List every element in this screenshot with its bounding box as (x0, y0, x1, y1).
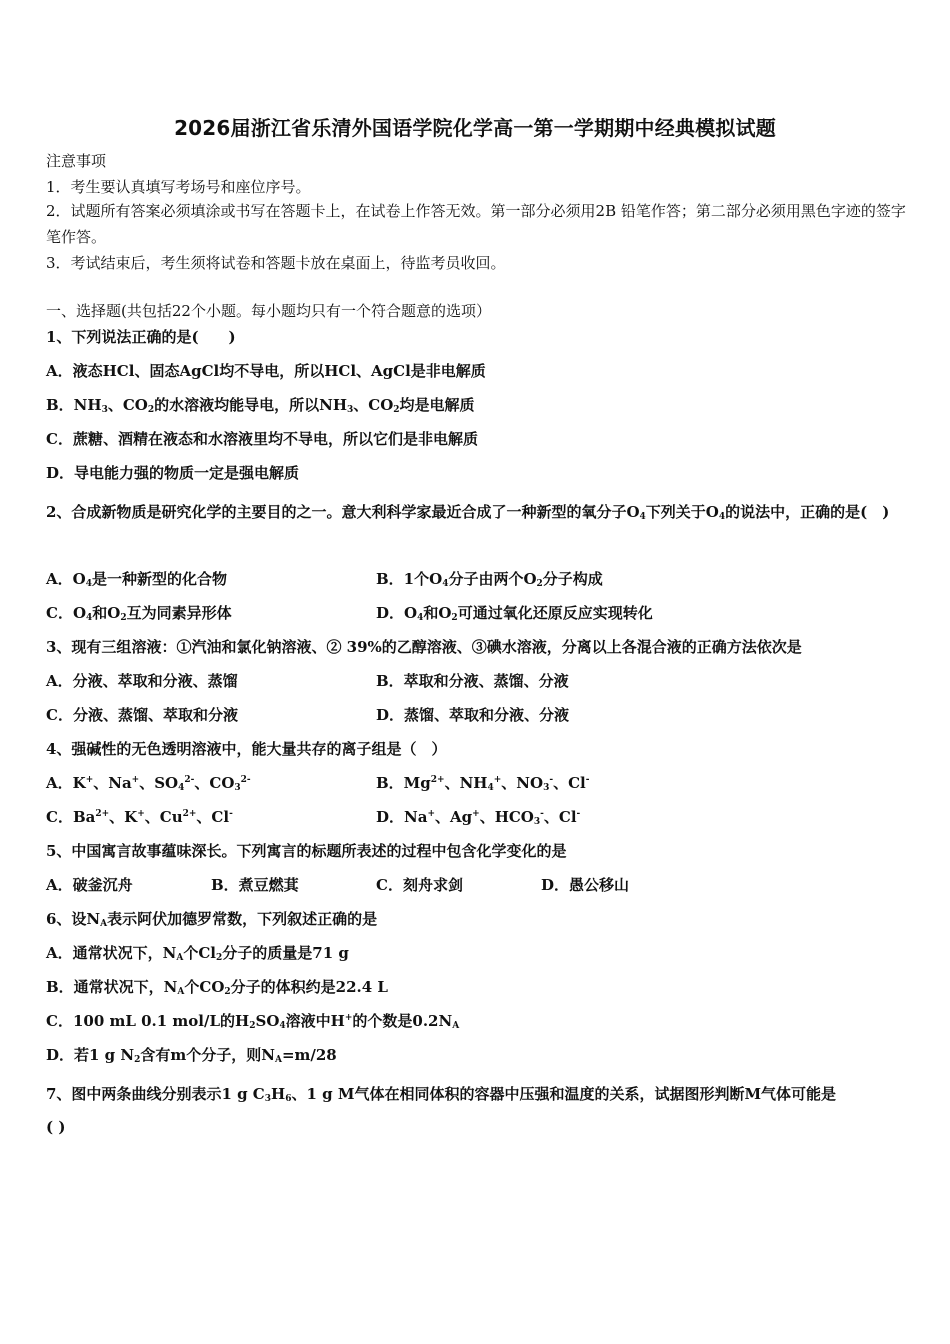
question-7-stem: 7、图中两条曲线分别表示1 g $C_3H_6$、1 g M气体在相同体积的容器中压强和温度的关系，试据图形判断M气体可能是 (46, 1085, 837, 1104)
question-5-stem: 5、中国寓言故事蕴味深长。下列寓言的标题所表述的过程中包含化学变化的是 (46, 842, 567, 860)
question-3-stem: 3、现有三组溶液：①汽油和氯化钠溶液、② 39%的乙醇溶液、③碘水溶液，分离以上各混合液的正确方法依次是 (46, 638, 802, 656)
notice-heading: 注意事项 (46, 152, 107, 170)
question-4-option-a: A．K+、Na+、$SO_4^{2-}$、$CO_3^{2-}$ (46, 774, 251, 793)
question-6-option-a: A．通常状况下，$N_A$个$Cl_2$分子的质量是71 g (46, 944, 349, 963)
question-6-option-b: B．通常状况下，$N_A$个$CO_2$分子的体积约是22.4 L (46, 978, 388, 997)
question-3-option-d: D．蒸馏、萃取和分液、分液 (376, 706, 570, 724)
question-7-tail: ( ) (46, 1118, 66, 1136)
question-5-option-d: D．愚公移山 (541, 876, 630, 894)
question-6-stem: 6、设$N_A$表示阿伏加德罗常数，下列叙述正确的是 (46, 910, 378, 929)
notice-item-2: 2．试题所有答案必须填涂或书写在答题卡上，在试卷上作答无效。第一部分必须用2B 铅笔作答；第二部分必须用黑色字迹的签字笔作答。 (46, 202, 906, 246)
question-2-option-b: B．1个$O_4$分子由两个$O_2$分子构成 (376, 570, 603, 589)
question-5-option-a: A．破釜沉舟 (46, 876, 133, 894)
question-4-stem: 4、强碱性的无色透明溶液中，能大量共存的离子组是（ ） (46, 740, 447, 758)
exam-title: 2026届浙江省乐清外国语学院化学高一第一学期期中经典模拟试题 (174, 116, 776, 140)
question-1-stem: 1、下列说法正确的是( ) (46, 328, 236, 346)
question-3-option-c: C．分液、蒸馏、萃取和分液 (46, 706, 238, 724)
question-1-option-d: D．导电能力强的物质一定是强电解质 (46, 464, 300, 482)
question-5-option-b: B．煮豆燃萁 (211, 876, 299, 894)
question-4-option-d: D．Na+、Ag+、$HCO_3^-$、Cl- (376, 808, 581, 827)
question-3-option-a: A．分液、萃取和分液、蒸馏 (46, 672, 238, 690)
question-6-option-d: D．若1 g $N_2$含有m个分子，则$N_A=m/28$ (46, 1046, 337, 1065)
question-2-stem: 2、合成新物质是研究化学的主要目的之一。意大利科学家最近合成了一种新型的氧分子$O_4$下列关于$O_4$的说法中，正确的是( ) (46, 503, 890, 522)
question-1-option-c: C．蔗糖、酒精在液态和水溶液里均不导电，所以它们是非电解质 (46, 430, 478, 448)
question-1-option-a: A．液态HCl、固态AgCl均不导电，所以HCl、AgCl是非电解质 (46, 362, 486, 380)
section-heading: 一、选择题(共包括22个小题。每小题均只有一个符合题意的选项） (46, 302, 491, 320)
question-2-option-c: C．$O_4$和$O_2$互为同素异形体 (46, 604, 232, 623)
notice-item-3: 3．考试结束后，考生须将试卷和答题卡放在桌面上，待监考员收回。 (46, 254, 506, 272)
question-4-option-c: C．$Ba^{2+}$、K+、$Cu^{2+}$、Cl- (46, 808, 233, 826)
question-6-option-c: C．100 mL 0.1 mol/L的$H_2SO_4$溶液中H+的个数是$0.2N_A$ (46, 1012, 460, 1031)
notice-item-1: 1．考生要认真填写考场号和座位序号。 (46, 178, 311, 196)
question-5-option-c: C．刻舟求剑 (376, 876, 463, 894)
question-2-option-d: D．$O_4$和$O_2$可通过氧化还原反应实现转化 (376, 604, 653, 623)
question-4-option-b: B．$Mg^{2+}$、$NH_4^+$、$NO_3^-$、Cl- (376, 774, 590, 793)
question-2-option-a: A．$O_4$是一种新型的化合物 (46, 570, 227, 589)
question-3-option-b: B．萃取和分液、蒸馏、分液 (376, 672, 569, 690)
question-1-option-b: B．$NH_3$、$CO_2$的水溶液均能导电，所以$NH_3$、$CO_2$均是电解质 (46, 396, 475, 415)
